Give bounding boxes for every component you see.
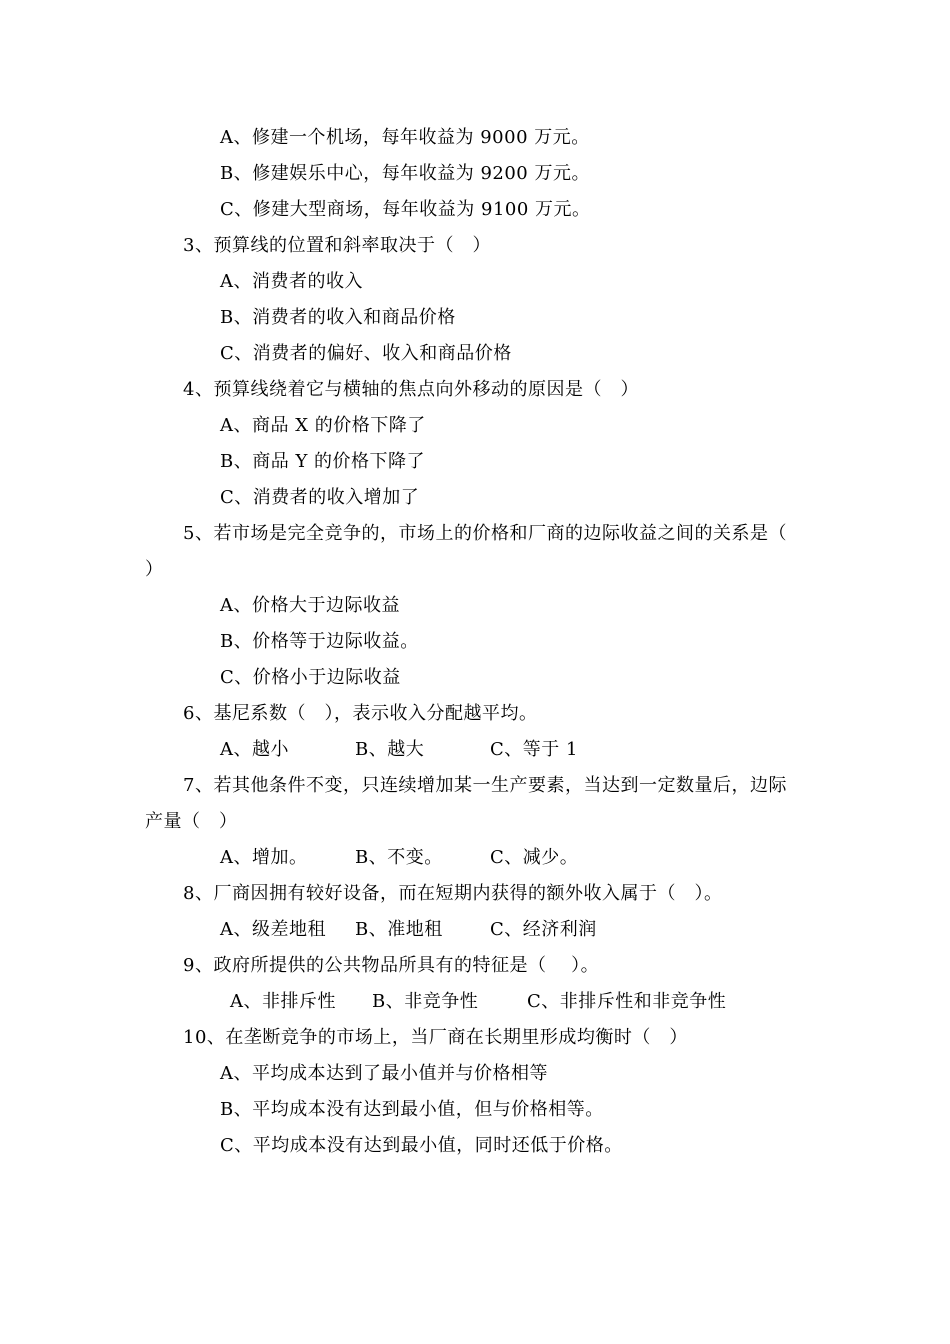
q9-option-b: B、非竞争性 <box>372 991 479 1012</box>
q5-stem-line1: 5、若市场是完全竞争的，市场上的价格和厂商的边际收益之间的关系是（ <box>183 523 787 544</box>
q10-stem: 10、在垄断竞争的市场上，当厂商在长期里形成均衡时（ ） <box>183 1027 688 1048</box>
q8-option-c: C、经济利润 <box>490 919 597 940</box>
q4-option-c: C、消费者的收入增加了 <box>220 487 420 508</box>
q9-option-c: C、非排斥性和非竞争性 <box>527 991 727 1012</box>
q7-option-c: C、减少。 <box>490 847 579 868</box>
q3-stem: 3、预算线的位置和斜率取决于（ ） <box>183 235 491 256</box>
q6-stem: 6、基尼系数（ ），表示收入分配越平均。 <box>183 703 538 724</box>
q5-stem-line2: ） <box>145 559 164 580</box>
q2-option-c: C、修建大型商场，每年收益为 9100 万元。 <box>220 199 591 220</box>
q8-stem: 8、厂商因拥有较好设备，而在短期内获得的额外收入属于（ ）。 <box>183 883 723 904</box>
q3-option-c: C、消费者的偏好、收入和商品价格 <box>220 343 512 364</box>
q5-option-a: A、价格大于边际收益 <box>220 595 400 616</box>
q10-option-a: A、平均成本达到了最小值并与价格相等 <box>220 1063 548 1084</box>
q9-stem: 9、政府所提供的公共物品所具有的特征是（ ）。 <box>183 955 600 976</box>
q8-option-a: A、级差地租 <box>220 919 326 940</box>
q5-option-b: B、价格等于边际收益。 <box>220 631 419 652</box>
q5-option-c: C、价格小于边际收益 <box>220 667 401 688</box>
q7-stem-line2: 产量（ ） <box>145 811 238 832</box>
q7-option-a: A、增加。 <box>220 847 308 868</box>
q7-stem-line1: 7、若其他条件不变，只连续增加某一生产要素，当达到一定数量后，边际 <box>183 775 787 796</box>
q4-option-a: A、商品 X 的价格下降了 <box>220 415 426 436</box>
q6-option-a: A、越小 <box>220 739 289 760</box>
q3-option-a: A、消费者的收入 <box>220 271 363 292</box>
q8-option-b: B、准地租 <box>355 919 443 940</box>
q4-option-b: B、商品 Y 的价格下降了 <box>220 451 426 472</box>
q6-option-c: C、等于 1 <box>490 739 578 760</box>
q4-stem: 4、预算线绕着它与横轴的焦点向外移动的原因是（ ） <box>183 379 639 400</box>
q9-option-a: A、非排斥性 <box>230 991 336 1012</box>
q6-option-b: B、越大 <box>355 739 425 760</box>
q3-option-b: B、消费者的收入和商品价格 <box>220 307 456 328</box>
q7-option-b: B、不变。 <box>355 847 443 868</box>
q2-option-a: A、修建一个机场，每年收益为 9000 万元。 <box>220 127 590 148</box>
q10-option-c: C、平均成本没有达到最小值，同时还低于价格。 <box>220 1135 623 1156</box>
q2-option-b: B、修建娱乐中心，每年收益为 9200 万元。 <box>220 163 590 184</box>
q10-option-b: B、平均成本没有达到最小值，但与价格相等。 <box>220 1099 604 1120</box>
